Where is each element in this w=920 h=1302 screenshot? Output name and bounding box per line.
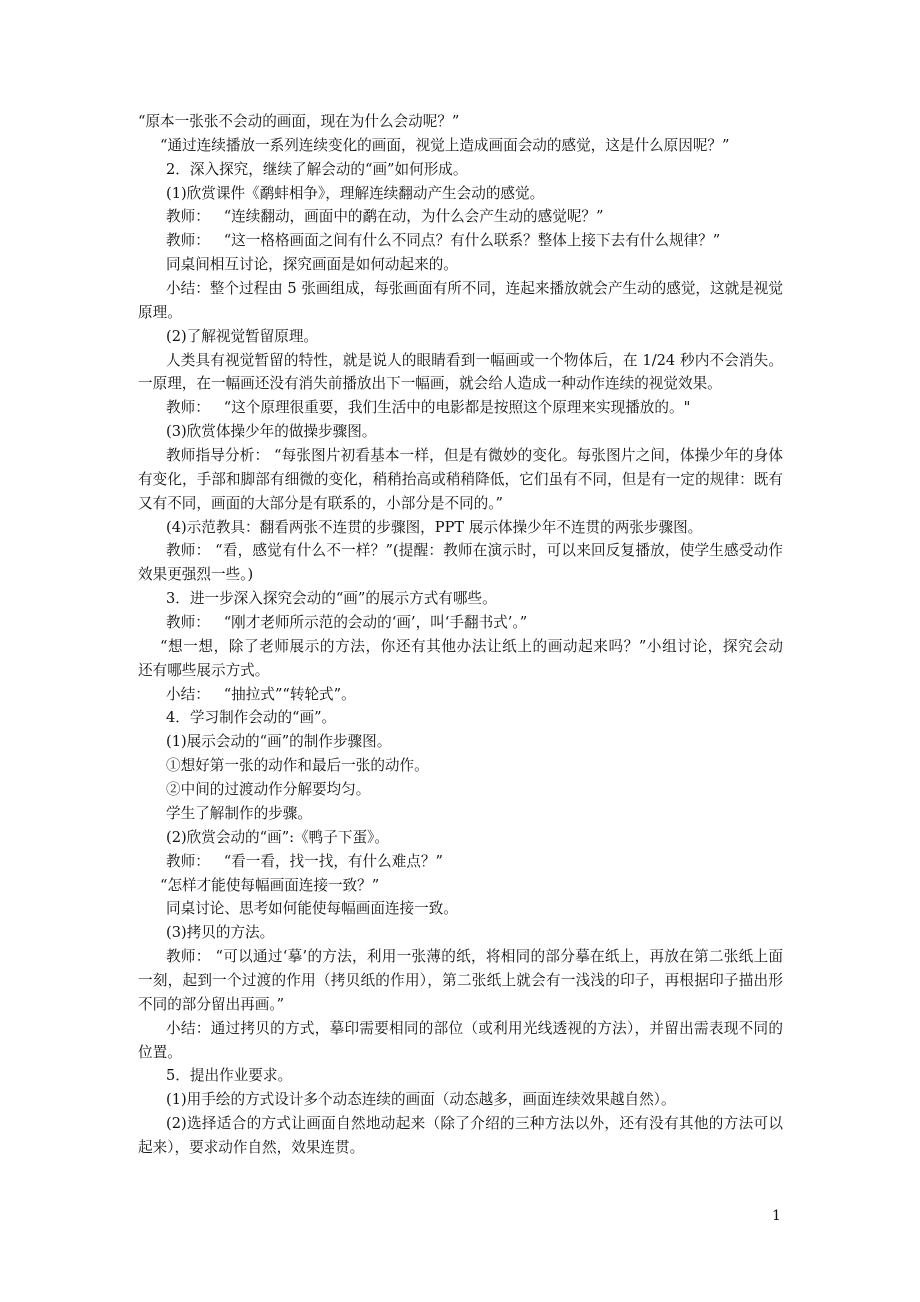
section-heading: 3．进一步深入探究会动的“画”的展示方式有哪些。 xyxy=(166,590,497,608)
text-line: (3)欣赏体操少年的做操步骤图。 xyxy=(166,423,377,441)
text-line: 位置。 xyxy=(138,1043,182,1061)
text-line: 教师： “刚才老师所示范的会动的‘画’，叫‘手翻书式’。” xyxy=(166,614,528,632)
text-line: 小结：整个过程由 5 张画组成，每张画面有所不同，连起来播放就会产生动的感觉，这就是视觉 xyxy=(166,280,783,298)
document-body xyxy=(138,110,783,1160)
text-line: 小结： “抽拉式”“转轮式”。 xyxy=(166,685,356,703)
section-heading: 4．学习制作会动的“画”。 xyxy=(166,709,337,727)
text-line: 教师： “看，感觉有什么不一样？”(提醒：教师在演示时，可以来回反复播放，使学生感受动作 xyxy=(166,542,783,560)
text-line: 还有哪些展示方式。 xyxy=(138,661,270,679)
text-line: 人类具有视觉暂留的特性，就是说人的眼睛看到一幅画或一个物体后，在 1/24 秒内不会消失。 xyxy=(166,351,783,369)
text-line: (1)欣赏课件《鹬蚌相争》，理解连续翻动产生会动的感觉。 xyxy=(166,184,545,202)
page-number: 1 xyxy=(772,1208,781,1224)
section-heading: 2．深入探究，继续了解会动的“画”如何形成。 xyxy=(166,160,468,178)
text-line: 又有不同，画面的大部分是有联系的，小部分是不同的。” xyxy=(138,494,504,512)
text-line: (4)示范教具：翻看两张不连贯的步骤图，PPT 展示体操少年不连贯的两张步骤图。 xyxy=(166,518,703,536)
text-line: (1)用手绘的方式设计多个动态连续的画面（动态越多，画面连续效果越自然）。 xyxy=(166,1091,676,1109)
text-line: 学生了解制作的步骤。 xyxy=(166,804,312,822)
text-line: (2)了解视觉暂留原理。 xyxy=(166,327,319,345)
text-line: ①想好第一张的动作和最后一张的动作。 xyxy=(166,757,429,775)
text-line: 同桌讨论、思考如何能使每幅画面连接一致。 xyxy=(166,900,458,918)
text-line: 同桌间相互讨论，探究画面是如何动起来的。 xyxy=(166,256,458,274)
text-line: 教师： “可以通过‘摹’的方法，利用一张薄的纸，将相同的部分摹在纸上，再放在第二张纸上面 xyxy=(166,948,783,966)
text-line: 小结：通过拷贝的方式，摹印需要相同的部位（或利用光线透视的方法），并留出需表现不同的 xyxy=(166,1019,783,1037)
text-line: 教师： “连续翻动，画面中的鹬在动，为什么会产生动的感觉呢？” xyxy=(166,208,604,226)
section-heading: 5．提出作业要求。 xyxy=(166,1067,293,1085)
text-line: 一原理，在一幅画还没有消失前播放出下一幅画，就会给人造成一种动作连续的视觉效果。 xyxy=(138,375,722,393)
text-line: ②中间的过渡动作分解要均匀。 xyxy=(166,781,371,799)
text-line: (3)拷贝的方法。 xyxy=(166,924,275,942)
text-line: 原理。 xyxy=(138,303,182,321)
text-line: “想一想，除了老师展示的方法，你还有其他办法让纸上的画动起来吗？”小组讨论，探究会动 xyxy=(160,637,783,655)
text-line: “通过连续播放一系列连续变化的画面，视觉上造成画面会动的感觉，这是什么原因呢？” xyxy=(160,136,730,154)
text-line: 不同的部分留出再画。” xyxy=(138,995,285,1013)
text-line: 教师： “看一看，找一找，有什么难点？” xyxy=(166,852,443,870)
text-line: 起来），要求动作自然，效果连贯。 xyxy=(138,1138,365,1156)
text-line: 教师指导分析： “每张图片初看基本一样，但是有微妙的变化。每张图片之间，体操少年的身体 xyxy=(166,447,783,465)
text-line: “原本一张张不会动的画面，现在为什么会动呢？” xyxy=(138,113,460,130)
text-line: 效果更强烈一些。) xyxy=(138,566,254,584)
text-line: “怎样才能使每幅画面连接一致？” xyxy=(160,876,380,894)
text-line: (2)选择适合的方式让画面自然地动起来（除了介绍的三种方法以外，还有没有其他的方法可以 xyxy=(166,1115,783,1133)
text-line: (2)欣赏会动的“画”:《鸭子下蛋》。 xyxy=(166,828,389,846)
text-line: 教师： “这一格格画面之间有什么不同点？有什么联系？整体上接下去有什么规律？” xyxy=(166,232,721,250)
text-line: 教师： “这个原理很重要，我们生活中的电影都是按照这个原理来实现播放的。" xyxy=(166,399,691,417)
text-line: 有变化，手部和脚部有细微的变化，稍稍抬高或稍稍降低，它们虽有不同，但是有一定的规律：既有 xyxy=(138,470,783,488)
text-line: 一刻，起到一个过渡的作用（拷贝纸的作用），第二张纸上就会有一浅浅的印子，再根据印子描出形 xyxy=(138,971,783,989)
text-line: (1)展示会动的“画”的制作步骤图。 xyxy=(166,733,392,751)
